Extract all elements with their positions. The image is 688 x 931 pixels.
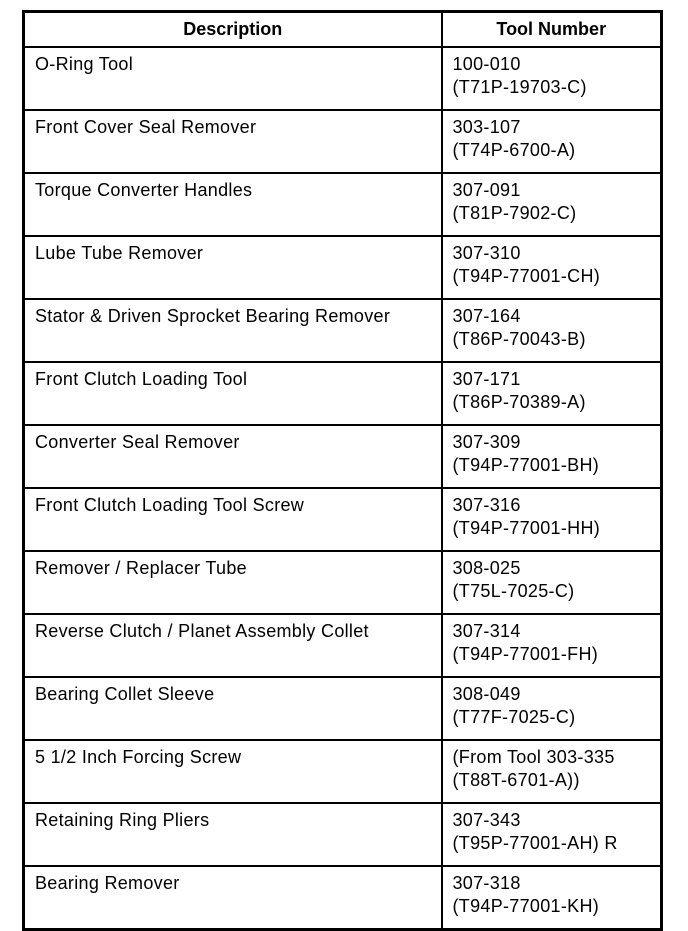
tool-number-cell: [442, 803, 662, 866]
tool-number-cell: [442, 614, 662, 677]
tool-description: 5 1/2 Inch Forcing Screw: [24, 740, 442, 803]
tool-alt-number: (T94P-77001-FH): [452, 644, 599, 664]
tool-number: 307-091: [452, 180, 521, 200]
tool-description: Reverse Clutch / Planet Assembly Collet: [24, 614, 442, 677]
tool-description: Lube Tube Remover: [24, 236, 442, 299]
tool-number: 307-318: [452, 873, 521, 893]
tool-alt-number: (T86P-70043-B): [452, 329, 586, 349]
tool-alt-number: (T94P-77001-HH): [452, 518, 601, 538]
table-row: [24, 47, 662, 110]
tool-number-cell: [442, 110, 662, 173]
tool-number-cell: [442, 866, 662, 930]
tool-description: Converter Seal Remover: [24, 425, 442, 488]
tool-description: Bearing Remover: [24, 866, 442, 930]
tool-description: Retaining Ring Pliers: [24, 803, 442, 866]
tool-description: Torque Converter Handles: [24, 173, 442, 236]
table-row: [24, 425, 662, 488]
tool-alt-number: (T75L-7025-C): [452, 581, 575, 601]
table-row: [24, 740, 662, 803]
tool-number-cell: [442, 488, 662, 551]
tool-number: 307-343: [452, 810, 521, 830]
tool-number-cell: [442, 551, 662, 614]
tool-number: 307-314: [452, 621, 521, 641]
tool-description: Stator & Driven Sprocket Bearing Remover: [24, 299, 442, 362]
table-row: [24, 362, 662, 425]
header-row: [24, 12, 662, 48]
tool-number: 307-164: [452, 306, 521, 326]
table-row: [24, 803, 662, 866]
table-row: [24, 173, 662, 236]
tool-description: Front Clutch Loading Tool: [24, 362, 442, 425]
table-row: [24, 488, 662, 551]
tool-alt-number: (T77F-7025-C): [452, 707, 576, 727]
tool-description: Bearing Collet Sleeve: [24, 677, 442, 740]
tool-alt-number: (T71P-19703-C): [452, 77, 587, 97]
description-header: Description: [24, 12, 442, 48]
tool-number: 303-107: [452, 117, 521, 137]
tool-alt-number: (T88T-6701-A)): [452, 770, 580, 790]
tool-description: Front Clutch Loading Tool Screw: [24, 488, 442, 551]
tool-number: 307-310: [452, 243, 521, 263]
tool-alt-number: (T94P-77001-KH): [452, 896, 600, 916]
tool-number-cell: [442, 362, 662, 425]
tool-alt-number: (T94P-77001-CH): [452, 266, 601, 286]
tool-number-cell: [442, 677, 662, 740]
table-row: [24, 614, 662, 677]
table-row: [24, 299, 662, 362]
tool-number-cell: [442, 425, 662, 488]
tool-table: [22, 10, 663, 931]
tool-number-cell: [442, 236, 662, 299]
table-row: [24, 677, 662, 740]
tool-number: (From Tool 303-335: [452, 747, 615, 767]
table-row: [24, 866, 662, 930]
tool-number: 307-309: [452, 432, 521, 452]
tool-number: 100-010: [452, 54, 521, 74]
tool-number: 308-049: [452, 684, 521, 704]
tool-number-cell: [442, 173, 662, 236]
table-row: [24, 236, 662, 299]
tool-number: 307-316: [452, 495, 521, 515]
tool-number-cell: [442, 299, 662, 362]
tool-description: Remover / Replacer Tube: [24, 551, 442, 614]
table-row: [24, 110, 662, 173]
tool-number-header: Tool Number: [442, 12, 662, 48]
tool-number: 308-025: [452, 558, 521, 578]
tool-number: 307-171: [452, 369, 521, 389]
tool-alt-number: (T94P-77001-BH): [452, 455, 600, 475]
table-row: [24, 551, 662, 614]
tool-alt-number: (T74P-6700-A): [452, 140, 576, 160]
tool-description: O-Ring Tool: [24, 47, 442, 110]
tool-alt-number: (T95P-77001-AH) R: [452, 833, 618, 853]
tool-number-cell: [442, 47, 662, 110]
tool-description: Front Cover Seal Remover: [24, 110, 442, 173]
tool-number-cell: [442, 740, 662, 803]
tool-alt-number: (T81P-7902-C): [452, 203, 577, 223]
tool-alt-number: (T86P-70389-A): [452, 392, 586, 412]
